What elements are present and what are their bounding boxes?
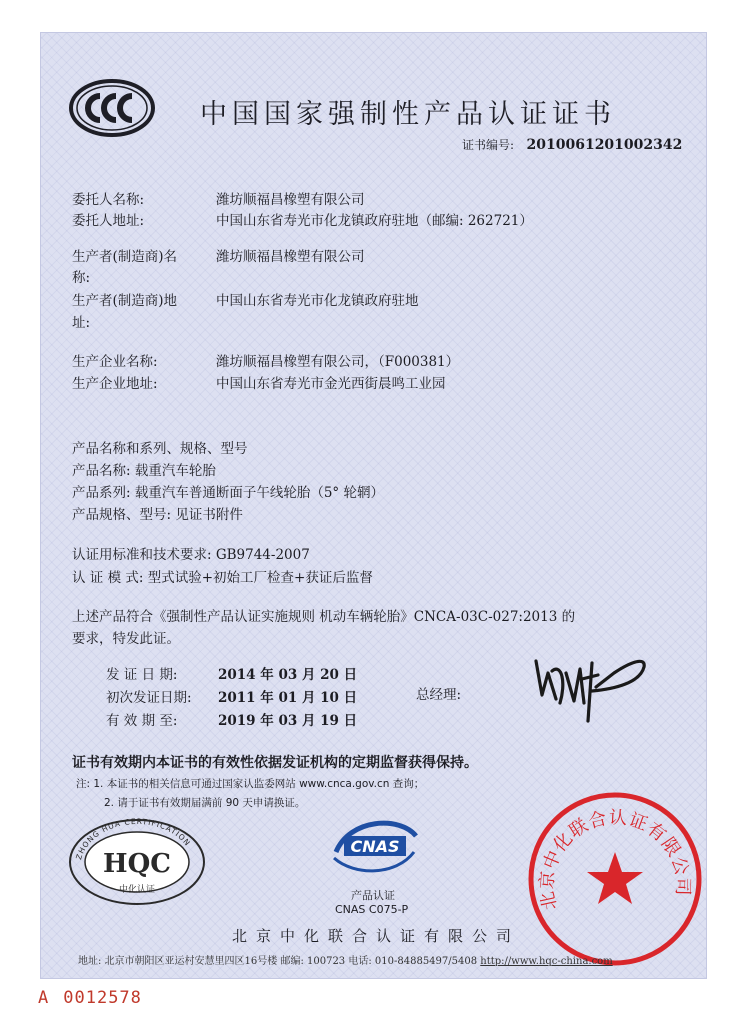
footer-address [78, 952, 613, 967]
issuing-organization: 北京中化联合认证有限公司 [232, 927, 521, 945]
cnas-caption-2: CNAS C075-P [335, 903, 409, 916]
issue-date-value: 2014 年 03 月 20 日 [218, 667, 358, 683]
client-name-value: 潍坊顺福昌橡塑有限公司 [216, 192, 365, 208]
factory-name-value: 潍坊顺福昌橡塑有限公司，（F000381） [216, 354, 460, 370]
first-issue-date-label: 初次发证日期: [106, 690, 192, 706]
factory-address-label: 生产企业地址: [72, 376, 158, 392]
certificate-number [462, 136, 682, 153]
cnas-caption-1: 产品认证 [351, 889, 395, 902]
factory-name-row [72, 350, 692, 370]
validity-note: 证书有效期内本证书的有效性依据发证机构的定期监督获得保持。 [72, 755, 478, 771]
serial-value: 0012578 [63, 988, 142, 1008]
client-address-label: 委托人地址: [72, 213, 145, 229]
product-series: 产品系列: 载重汽车普通断面子午线轮胎（5° 轮辋） [72, 485, 384, 501]
client-name-label: 委托人名称: [72, 192, 145, 208]
note-line-2: 2. 请于证书有效期届满前 90 天申请换证。 [104, 797, 306, 809]
note-line-1: 注: 1. 本证书的相关信息可通过国家认监委网站 www.cnca.gov.cn 查询； [76, 778, 425, 790]
certification-standard: 认证用标准和技术要求: GB9744-2007 [72, 547, 310, 563]
issue-date-label: 发 证 日 期: [106, 667, 178, 683]
valid-until-label: 有 效 期 至: [106, 713, 178, 729]
footer-address-text: 地址: 北京市朝阳区亚运村安慧里四区16号楼 邮编: 100723 电话: 010-84885497/5408 [78, 956, 478, 967]
hqc-cn-text: 中化认证 [118, 885, 156, 895]
hqc-logo-icon [66, 806, 208, 906]
manufacturer-address-value: 中国山东省寿光市化龙镇政府驻地 [216, 293, 419, 309]
footer-website-link[interactable]: http://www.hqc-china.com [480, 956, 613, 967]
factory-address-value: 中国山东省寿光市金光西街晨鸣工业园 [216, 376, 446, 392]
seal-text: 北京中化联合认证有限公司 [536, 807, 694, 912]
manufacturer-address-label-cont: 址: [72, 315, 91, 331]
manufacturer-address-row [72, 289, 692, 309]
factory-name-label: 生产企业名称: [72, 354, 158, 370]
valid-until-value: 2019 年 03 月 19 日 [218, 713, 358, 729]
product-spec: 产品规格、型号: 见证书附件 [72, 507, 243, 523]
product-name: 产品名称: 载重汽车轮胎 [72, 463, 216, 479]
manufacturer-name-value: 潍坊顺福昌橡塑有限公司 [216, 249, 365, 265]
hqc-arc-text: ZHONG HUA CERTIFICATION [74, 816, 193, 861]
serial-prefix: A [38, 988, 50, 1008]
manufacturer-name-label-cont: 称: [72, 270, 91, 286]
client-address-value: 中国山东省寿光市化龙镇政府驻地（邮编: 262721） [216, 213, 533, 229]
serial-number [38, 988, 142, 1008]
first-issue-date-value: 2011 年 01 月 10 日 [218, 690, 358, 706]
statement-line-1: 上述产品符合《强制性产品认证实施规则 机动车辆轮胎》CNCA-03C-027:2013 的 [72, 609, 576, 625]
general-manager-label: 总经理: [416, 687, 462, 703]
certificate-title: 中国国家强制性产品认证证书 [200, 99, 616, 130]
hqc-letters: HQC [103, 849, 171, 879]
manufacturer-address-label: 生产者(制造商)地 [72, 293, 178, 309]
client-name-row [72, 188, 692, 208]
official-seal-icon [526, 790, 704, 968]
cnas-logo-text: CNAS [350, 837, 400, 856]
ccc-logo-icon [68, 78, 156, 138]
statement-line-2: 要求，特发此证。 [72, 631, 180, 647]
factory-address-row [72, 372, 692, 392]
client-address-row [72, 209, 692, 229]
certification-mode: 认 证 模 式: 型式试验+初始工厂检查+获证后监督 [72, 570, 373, 586]
cnas-logo-icon [330, 812, 420, 878]
signature-icon [522, 643, 650, 725]
manufacturer-name-label: 生产者(制造商)名 [72, 249, 178, 265]
manufacturer-name-row [72, 245, 692, 265]
certificate-number-label: 证书编号: [462, 138, 515, 152]
product-heading: 产品名称和系列、规格、型号 [72, 441, 248, 457]
certificate-number-value: 2010061201002342 [526, 137, 683, 153]
